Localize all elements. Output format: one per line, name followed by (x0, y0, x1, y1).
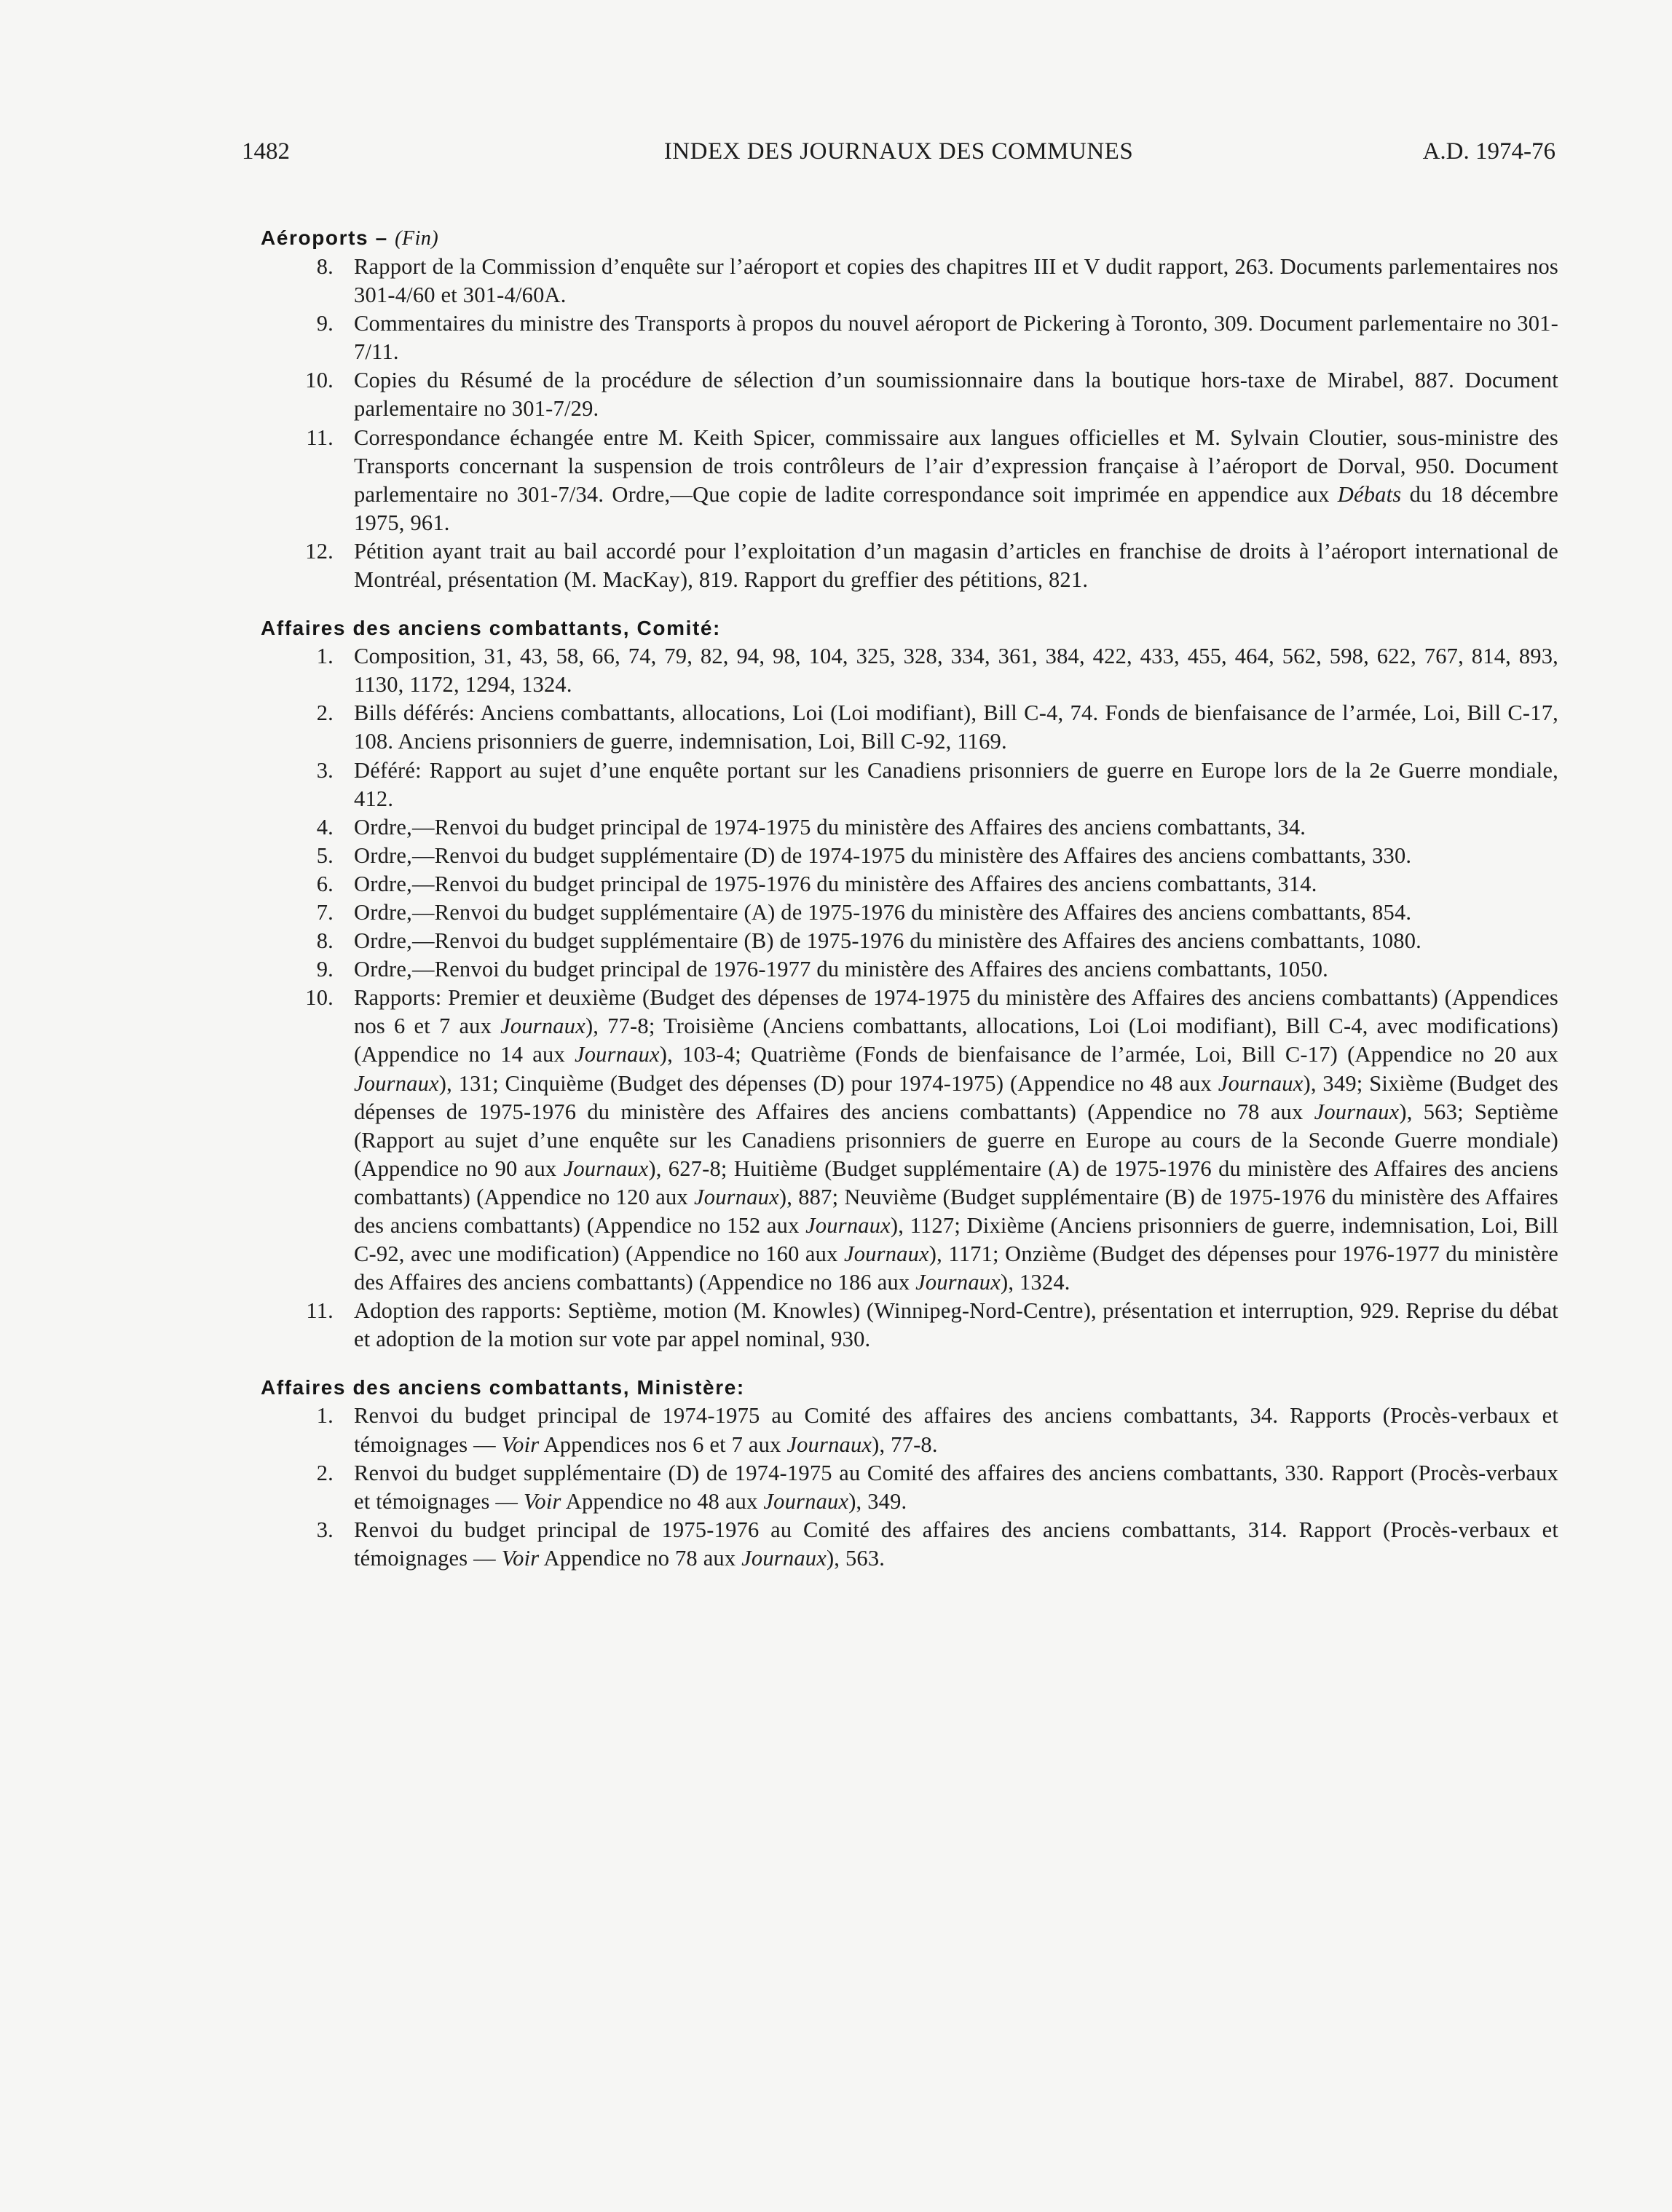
index-entry (261, 1297, 1558, 1354)
entry-number: 11. (306, 1298, 334, 1324)
entry-list (261, 1402, 1558, 1573)
index-entry (261, 309, 1558, 366)
section-heading-text: Aéroports – (261, 226, 388, 249)
index-entry (261, 537, 1558, 594)
index-entry (261, 870, 1558, 898)
page-header (242, 133, 1555, 170)
entry-number: 1. (316, 1403, 334, 1429)
entry-text: Ordre,—Renvoi du budget principal de 1976-1977 du ministère des Affaires des anciens combattants, 1050. (354, 957, 1329, 982)
index-entry (261, 757, 1558, 813)
index-entry (261, 984, 1558, 1297)
entry-text: Renvoi du budget supplémentaire (D) de 1974-1975 au Comité des affaires des anciens combattants, 330. Rapport (Procès-verbaux et témoignages — Voir Appendice no 48 aux Journaux), 349. (354, 1460, 1558, 1514)
entry-list (261, 642, 1558, 1354)
entry-text: Pétition ayant trait au bail accordé pour l’exploitation d’un magasin d’articles en franchise de droits à l’aéroport international de Montréal, présentation (M. MacKay), 819. Rapport du greffier des pétitions, 821. (354, 538, 1558, 593)
index-section (261, 224, 1558, 594)
entry-number: 9. (316, 957, 334, 982)
running-title: INDEX DES JOURNAUX DES COMMUNES (663, 138, 1134, 165)
entry-text: Ordre,—Renvoi du budget principal de 1975-1976 du ministère des Affaires des anciens combattants, 314. (354, 871, 1317, 896)
entry-text: Adoption des rapports: Septième, motion (M. Knowles) (Winnipeg-Nord-Centre), présentation et interruption, 929. Reprise du débat et adoption de la motion sur vote par appel nominal, 930. (354, 1298, 1558, 1352)
entry-number: 10. (305, 368, 334, 393)
index-entry (261, 424, 1558, 537)
section-heading-text: Affaires des anciens combattants, Comité: (261, 617, 721, 640)
entry-text: Composition, 31, 43, 58, 66, 74, 79, 82, 94, 98, 104, 325, 328, 334, 361, 384, 422, 433, 455, 464, 562, 598, 622, 767, 814, 893, 1130, 1172, 1294, 1324. (354, 644, 1558, 698)
entry-text: Renvoi du budget principal de 1975-1976 au Comité des affaires des anciens combattants, 314. Rapport (Procès-verbaux et témoignages — Voir Appendice no 78 aux Journaux), 563. (354, 1517, 1558, 1571)
index-entry (261, 927, 1558, 955)
index-entry (261, 642, 1558, 699)
index-entry (261, 699, 1558, 756)
entry-text: Correspondance échangée entre M. Keith Spicer, commissaire aux langues officielles et M. Sylvain Cloutier, sous-ministre des Transports concernant la suspension de trois contrôleurs de l’air d’expression française à l’aéroport de Dorval, 950. Document parlementaire no 301-7/34. Ordre,—Que copie de ladite correspondance soit imprimée en appendice aux Débats du 18 décembre 1975, 961. (354, 424, 1559, 535)
section-heading (261, 615, 1558, 642)
index-entry (261, 1459, 1558, 1516)
entry-number: 11. (306, 424, 334, 450)
entry-number: 9. (316, 311, 334, 336)
entry-text: Commentaires du ministre des Transports à propos du nouvel aéroport de Pickering à Toronto, 309. Document parlementaire no 301-7/11. (354, 311, 1558, 365)
index-entry (261, 366, 1558, 423)
entry-number: 6. (316, 871, 334, 896)
section-heading-text: Affaires des anciens combattants, Ministère: (261, 1376, 745, 1399)
index-entry (261, 1516, 1558, 1573)
entry-text: Rapport de la Commission d’enquête sur l’aéroport et copies des chapitres III et V dudit rapport, 263. Documents parlementaires nos 301-4/60 et 301-4/60A. (354, 254, 1558, 308)
entry-number: 3. (316, 1517, 334, 1542)
entry-text: Copies du Résumé de la procédure de sélection d’un soumissionnaire dans la boutique hors-taxe de Mirabel, 887. Document parlementaire no 301-7/29. (354, 368, 1558, 422)
index-entry (261, 842, 1558, 870)
index-entry (261, 253, 1558, 309)
index-entry (261, 813, 1558, 842)
entry-list (261, 253, 1558, 594)
entry-number: 8. (316, 254, 334, 279)
entry-text: Ordre,—Renvoi du budget principal de 1974-1975 du ministère des Affaires des anciens combattants, 34. (354, 814, 1306, 840)
index-entry (261, 955, 1558, 984)
entry-number: 7. (316, 899, 334, 925)
index-body (261, 224, 1558, 1593)
entry-text: Bills déférés: Anciens combattants, allocations, Loi (Loi modifiant), Bill C-4, 74. Fonds de bienfaisance de l’armée, Loi, Bill C-17, 108. Anciens prisonniers de guerre, indemnisation, Loi, Bill C-92, 1169. (354, 700, 1558, 754)
entry-text: Déféré: Rapport au sujet d’une enquête portant sur les Canadiens prisonniers de guerre en Europe lors de la 2e Guerre mondiale, 412. (354, 757, 1558, 811)
entry-text: Ordre,—Renvoi du budget supplémentaire (B) de 1975-1976 du ministère des Affaires des anciens combattants, 1080. (354, 928, 1422, 954)
entry-number: 3. (316, 757, 334, 783)
entry-text: Rapports: Premier et deuxième (Budget des dépenses de 1974-1975 du ministère des Affaires des anciens combattants) (Appendices nos 6 et 7 aux Journaux), 77-8; Troisième (Anciens combattants, allocations, Loi (Loi modifiant), Bill C-4, avec modifications) (Appendice no 14 aux Journaux), 103-4; Quatrième (Fonds de bienfaisance de l’armée, Loi, Bill C-17) (Appendice no 20 aux Journaux), 131; Cinquième (Budget des dépenses (D) pour 1974-1975) (Appendice no 48 aux Journaux), 349; Sixième (Budget des dépenses de 1975-1976 du ministère des Affaires des anciens combattants) (Appendice no 78 aux Journaux), 563; Septième (Rapport au sujet d’une enquête sur les Canadiens prisonniers de guerre en Europe au cours de la Seconde Guerre mondiale) (Appendice no 90 aux Journaux), 627-8; Huitième (Budget supplémentaire (A) de 1975-1976 du ministère des Affaires des anciens combattants) (Appendice no 120 aux Journaux), 887; Neuvième (Budget supplémentaire (B) de 1975-1976 du ministère des Affaires des anciens combattants) (Appendice no 152 aux Journaux), 1127; Dixième (Anciens prisonniers de guerre, indemnisation, Loi, Bill C-92, avec une modification) (Appendice no 160 aux Journaux), 1171; Onzième (Budget des dépenses pour 1976-1977 du ministère des Affaires des anciens combattants) (Appendice no 186 aux Journaux), 1324. (354, 985, 1559, 1295)
entry-number: 8. (316, 928, 334, 954)
entry-number: 4. (316, 814, 334, 840)
entry-number: 10. (305, 985, 334, 1011)
entry-text: Ordre,—Renvoi du budget supplémentaire (A) de 1975-1976 du ministère des Affaires des anciens combattants, 854. (354, 899, 1412, 925)
page-number: 1482 (242, 138, 290, 165)
entry-text: Renvoi du budget principal de 1974-1975 au Comité des affaires des anciens combattants, 34. Rapports (Procès-verbaux et témoignages — Voir Appendices nos 6 et 7 aux Journaux), 77-8. (354, 1403, 1558, 1457)
index-section (261, 615, 1558, 1354)
entry-number: 5. (316, 842, 334, 868)
section-heading (261, 1374, 1558, 1402)
entry-number: 12. (305, 538, 334, 564)
entry-number: 1. (316, 644, 334, 669)
entry-number: 2. (316, 1460, 334, 1485)
volume-years: A.D. 1974-76 (1422, 138, 1555, 165)
section-heading-suffix: (Fin) (395, 227, 439, 250)
index-entry (261, 1402, 1558, 1458)
index-entry (261, 898, 1558, 927)
entry-number: 2. (316, 700, 334, 726)
index-section (261, 1374, 1558, 1573)
entry-text: Ordre,—Renvoi du budget supplémentaire (D) de 1974-1975 du ministère des Affaires des anciens combattants, 330. (354, 842, 1412, 868)
section-heading (261, 224, 1558, 253)
